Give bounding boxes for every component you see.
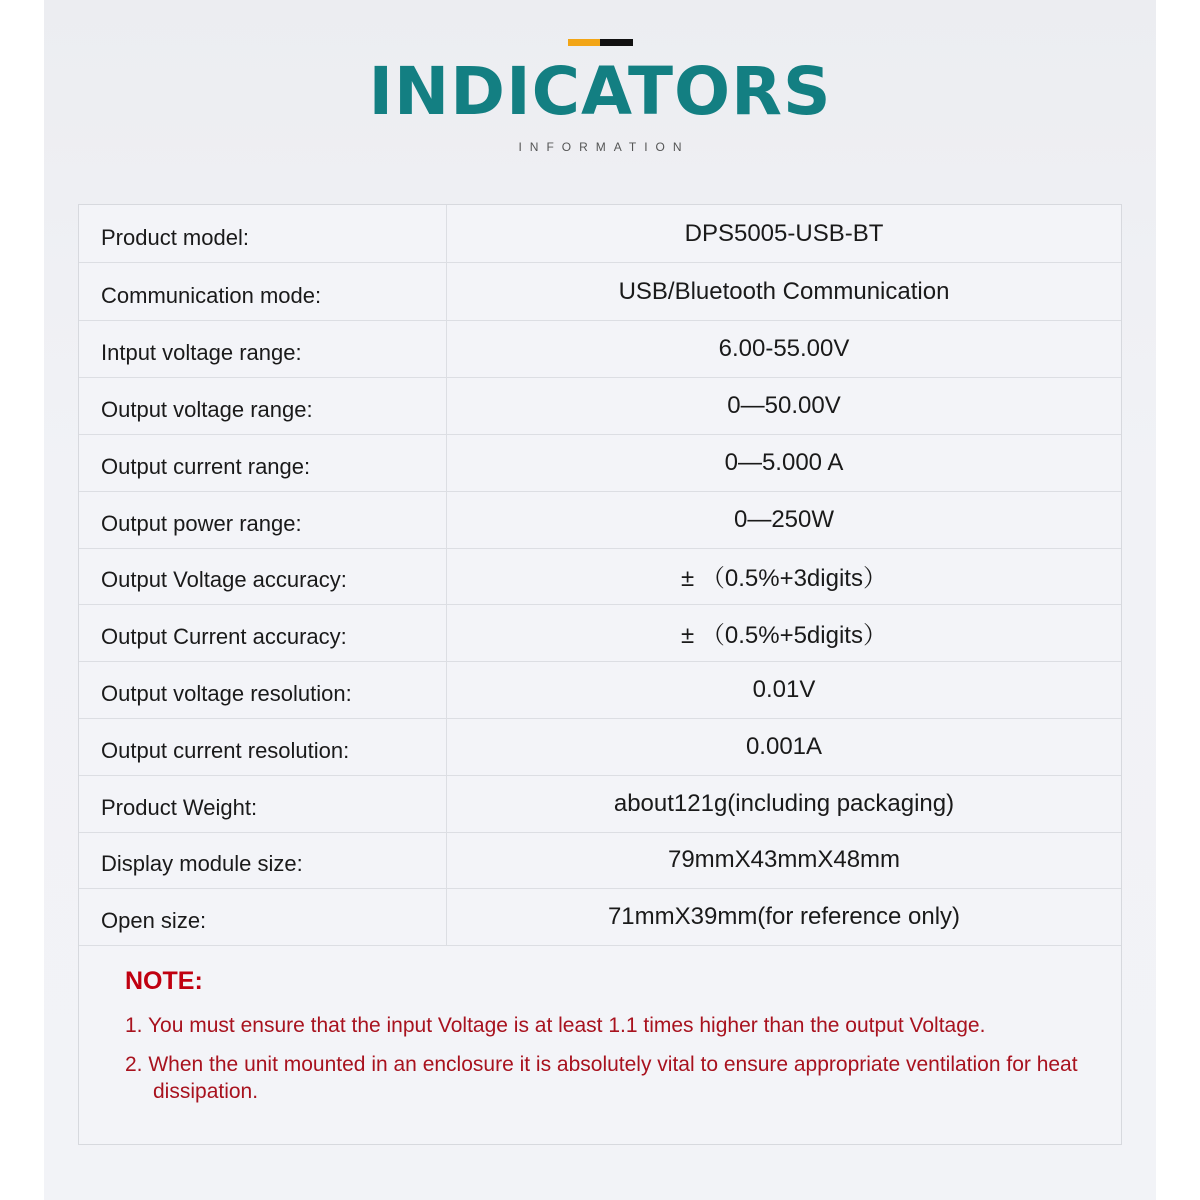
spec-value: 79mmX43mmX48mm (667, 845, 901, 873)
table-row (79, 604, 1121, 662)
table-row (79, 718, 1121, 776)
table-row (79, 661, 1121, 719)
page-subtitle: INFORMATION (518, 140, 690, 154)
accent-bar-orange (568, 39, 600, 46)
note-item: 2. When the unit mounted in an enclosure it is absolutely vital to ensure appropriate ventilation for heat dissipation. (125, 1053, 1078, 1103)
table-row (79, 547, 1121, 605)
table-row (79, 320, 1121, 378)
table-row (79, 831, 1121, 889)
spec-value: USB/Bluetooth Communication (618, 277, 950, 305)
accent-bar-black (600, 39, 633, 46)
spec-value: DPS5005-USB-BT (684, 219, 884, 247)
spec-label: Output voltage range: (79, 377, 447, 434)
note-title: NOTE: (125, 967, 203, 995)
spec-value: 0—5.000 A (724, 448, 844, 476)
table-row (79, 263, 1121, 321)
note-item: 1. You must ensure that the input Voltage is at least 1.1 times higher than the output Voltage. (125, 1014, 986, 1037)
spec-label: Communication mode: (79, 263, 447, 320)
spec-value: 0—250W (733, 505, 835, 533)
page-title: INDICATORS (368, 53, 832, 130)
spec-label: Product model: (79, 205, 447, 262)
table-row (79, 377, 1121, 435)
table-row (79, 775, 1121, 833)
spec-label: Output voltage resolution: (79, 661, 447, 718)
table-row (79, 205, 1121, 263)
note-section (125, 967, 1105, 1117)
spec-label: Display module size: (79, 831, 447, 888)
spec-value: 6.00-55.00V (718, 334, 850, 362)
table-row (79, 434, 1121, 492)
spec-value: about121g(including packaging) (613, 789, 955, 817)
table-row (79, 491, 1121, 549)
spec-value: 0.01V (752, 675, 816, 703)
spec-label: Open size: (79, 888, 447, 945)
spec-label: Intput voltage range: (79, 320, 447, 377)
table-row (79, 888, 1121, 946)
spec-label: Output power range: (79, 491, 447, 548)
spec-value: ± （0.5%+3digits） (681, 565, 887, 592)
spec-label: Output current range: (79, 434, 447, 491)
spec-label: Output Current accuracy: (79, 604, 447, 661)
accent-bar (568, 39, 633, 46)
spec-value: 71mmX39mm(for reference only) (607, 902, 961, 930)
spec-label: Output Voltage accuracy: (79, 547, 447, 604)
spec-table (78, 204, 1122, 1145)
spec-value: 0.001A (745, 732, 823, 760)
spec-label: Product Weight: (79, 775, 447, 832)
spec-value: 0—50.00V (727, 391, 841, 419)
spec-label: Output current resolution: (79, 718, 447, 775)
spec-value: ± （0.5%+5digits） (681, 622, 887, 649)
